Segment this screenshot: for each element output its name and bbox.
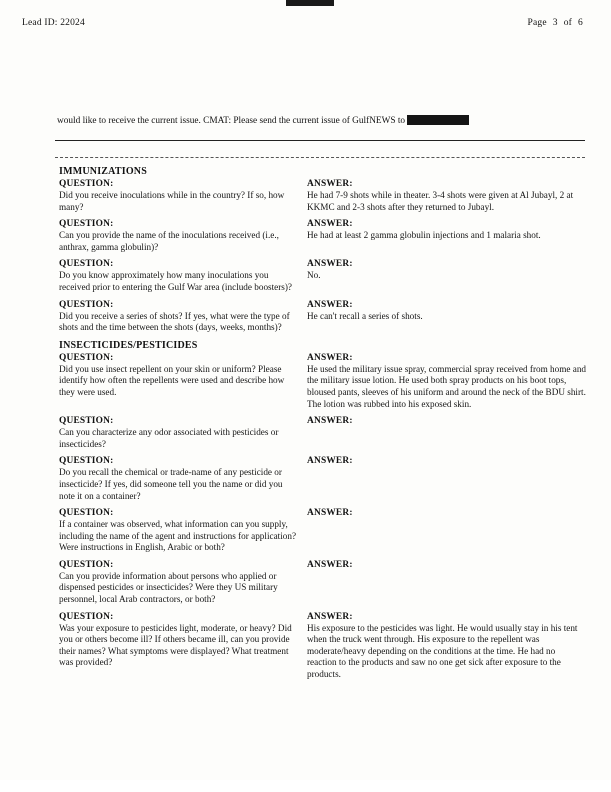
answer-cell xyxy=(307,219,587,242)
section-title-immunizations: IMMUNIZATIONS xyxy=(59,166,147,177)
answer-label: ANSWER: xyxy=(307,559,353,570)
question-cell xyxy=(55,416,307,450)
section-divider-dashed xyxy=(55,157,585,158)
intro-redaction-bar xyxy=(407,115,469,125)
qa-row xyxy=(55,560,587,606)
section-title-insecticides: INSECTICIDES/PESTICIDES xyxy=(59,339,198,351)
answer-cell xyxy=(307,416,587,427)
question-label: QUESTION: xyxy=(59,299,114,310)
answer-text: He had at least 2 gamma globulin injections and 1 malaria shot. xyxy=(307,230,541,241)
qa-row xyxy=(55,179,587,213)
qa-row xyxy=(55,612,587,681)
question-text: Did you receive a series of shots? If yes, what were the type of shots and the time between the shots (days, weeks, months)? xyxy=(59,310,290,333)
question-text: Do you know approximately how many inoculations you received prior to entering the Gulf War area (include boosters)? xyxy=(59,270,293,292)
page-total: 6 xyxy=(578,18,583,28)
qa-row xyxy=(55,219,587,253)
page-header xyxy=(22,18,589,34)
intro-text: would like to receive the current issue. CMAT: Please send the current issue of GulfNEWS to xyxy=(57,116,406,126)
question-text: If a container was observed, what information can you supply, including the name of the agent and instructions for application? Were instructions in English, Arabic or both? xyxy=(59,519,297,553)
answer-text: He had 7-9 shots while in theater. 3-4 shots were given at Al Jubayl, 2 at KKMC and 2-3 shots after they returned to Jubayl. xyxy=(307,190,574,212)
answer-cell xyxy=(307,612,587,681)
question-text: Can you provide the name of the inoculations received (i.e., anthrax, gamma globulin)? xyxy=(59,230,279,252)
answer-cell xyxy=(307,300,587,323)
answer-label: ANSWER: xyxy=(307,352,353,363)
lead-id: Lead ID: 22024 xyxy=(22,18,85,28)
question-text: Can you provide information about persons who applied or dispensed pesticides or insecticides? Were they US military personnel, local Arab contractors, or both? xyxy=(59,570,278,605)
question-text: Was your exposure to pesticides light, moderate, or heavy? Did you or others become ill? If others became ill, can you provide their names? What symptoms were displayed? What treatment was provided? xyxy=(59,622,292,668)
answer-text: No. xyxy=(307,270,321,281)
section-divider-solid xyxy=(55,140,585,141)
question-text: Can you characterize any odor associated with pesticides or insecticides? xyxy=(59,427,279,449)
question-cell xyxy=(55,353,307,399)
answer-label: ANSWER: xyxy=(307,456,353,467)
answer-cell xyxy=(307,560,587,571)
answer-text: He used the military issue spray, commercial spray received from home and the military issue lotion. He used both spray products on his boot tops, bloused pants, sleeves of his uniform and around the neck of the BDU shirt. The lotion was rubbed into his exposed skin. xyxy=(307,363,587,409)
page-bottom-margin xyxy=(0,780,611,792)
top-redaction-bar xyxy=(286,0,334,6)
answer-label: ANSWER: xyxy=(307,219,353,230)
qa-row xyxy=(55,508,587,554)
answer-label: ANSWER: xyxy=(307,508,353,519)
question-cell xyxy=(55,612,307,669)
answer-cell xyxy=(307,456,587,467)
question-cell xyxy=(55,179,307,213)
page-number-block xyxy=(521,18,583,28)
question-label: QUESTION: xyxy=(59,259,114,270)
question-label: QUESTION: xyxy=(59,219,114,230)
intro-paragraph xyxy=(57,115,581,128)
question-text: Did you use insect repellent on your skin or uniform? Please identify how often the repellents were used and describe how they were used. xyxy=(59,363,285,397)
answer-label: ANSWER: xyxy=(307,611,353,622)
question-label: QUESTION: xyxy=(59,559,114,570)
question-text: Do you recall the chemical or trade-name of any pesticide or insecticide? If yes, did someone tell you the name or did you note it on a container? xyxy=(59,467,283,501)
question-cell xyxy=(55,456,307,502)
question-label: QUESTION: xyxy=(59,179,114,189)
answer-cell xyxy=(307,353,587,410)
question-cell xyxy=(55,300,307,334)
question-cell xyxy=(55,219,307,253)
qa-row xyxy=(55,259,587,293)
page-of-label: of xyxy=(563,18,573,28)
qa-row xyxy=(55,300,587,334)
question-label: QUESTION: xyxy=(59,611,114,622)
question-cell xyxy=(55,508,307,554)
answer-label: ANSWER: xyxy=(307,416,353,427)
page-label: Page xyxy=(527,18,547,28)
page-number: 3 xyxy=(552,18,558,28)
qa-row xyxy=(55,456,587,502)
question-label: QUESTION: xyxy=(59,416,114,427)
answer-label: ANSWER: xyxy=(307,259,353,270)
answer-text: His exposure to the pesticides was light. He would usually stay in his tent when the truck went through. His exposure to the repellent was moderate/heavy depending on the conditions at the time. He had no reaction to the products and saw no one get sick after exposure to the products. xyxy=(307,622,578,680)
question-cell xyxy=(55,259,307,293)
qa-content xyxy=(55,166,587,774)
answer-cell xyxy=(307,259,587,282)
question-label: QUESTION: xyxy=(59,456,114,467)
question-text: Did you receive inoculations while in the country? If so, how many? xyxy=(59,190,285,212)
answer-cell xyxy=(307,508,587,519)
qa-row xyxy=(55,353,587,410)
question-label: QUESTION: xyxy=(59,508,114,519)
question-cell xyxy=(55,560,307,606)
answer-label: ANSWER: xyxy=(307,179,353,189)
qa-row xyxy=(55,416,587,450)
question-label: QUESTION: xyxy=(59,352,114,363)
answer-text: He can't recall a series of shots. xyxy=(307,310,423,321)
answer-label: ANSWER: xyxy=(307,299,353,310)
answer-cell xyxy=(307,179,587,213)
